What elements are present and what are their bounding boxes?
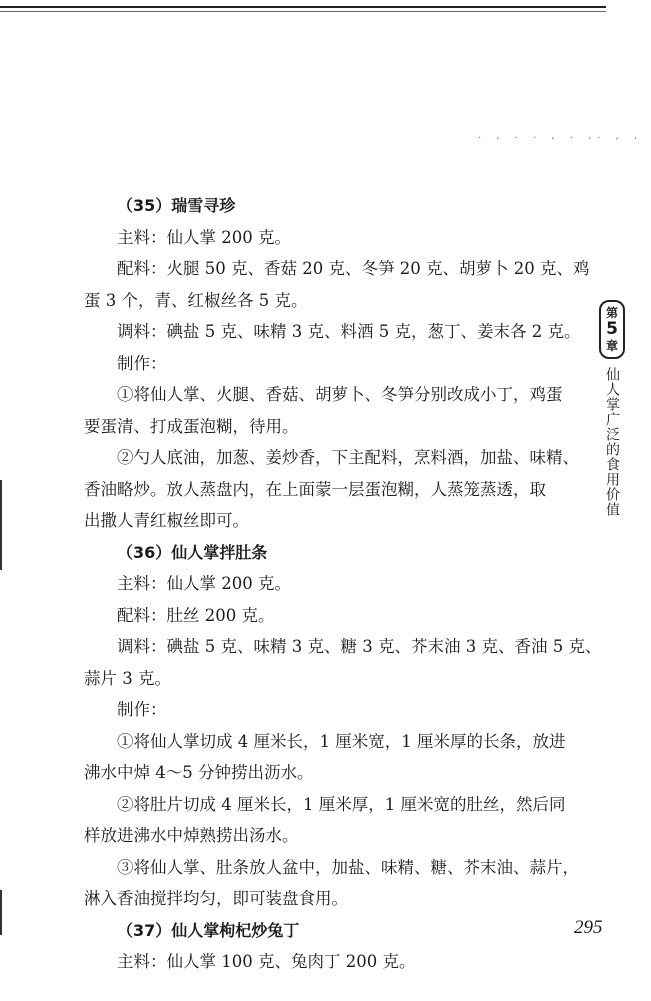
text-line: 蒜片 3 克。	[84, 668, 171, 688]
chapter-badge	[599, 300, 625, 359]
text-line: 蛋 3 个，青、红椒丝各 5 克。	[84, 290, 308, 310]
chapter-title: 仙人掌广泛的食用价值	[604, 367, 620, 517]
header-rule-thin	[0, 11, 606, 12]
chapter-number: 5	[606, 319, 618, 339]
text-line: ②勺人底油，加葱、姜炒香，下主配料，烹料酒，加盐、味精、	[117, 448, 579, 467]
text-line: 香油略炒。放人蒸盘内，在上面蒙一层蛋泡糊，人蒸笼蒸透，取	[84, 479, 546, 499]
recipe-heading: （35）瑞雪寻珍	[117, 196, 236, 215]
text-line: 样放进沸水中焯熟捞出汤水。	[84, 826, 299, 845]
text-line: 配料：火腿 50 克、香菇 20 克、冬笋 20 克、胡萝卜 20 克、鸡	[117, 259, 590, 278]
text-line: 调料：碘盐 5 克、味精 3 克、糖 3 克、芥末油 3 克、香油 5 克、	[117, 637, 602, 656]
recipe-heading: （36）仙人掌拌肚条	[117, 542, 268, 562]
chapter-badge-bottom: 章	[605, 339, 618, 353]
text-line: 制作：	[117, 353, 167, 373]
text-line: 制作：	[117, 700, 167, 719]
text-line: 主料：仙人掌 100 克、兔肉丁 200 克。	[117, 952, 416, 971]
page-number: 295	[574, 917, 603, 938]
chapter-badge-top: 第	[605, 306, 618, 320]
text-line: 主料：仙人掌 200 克。	[117, 227, 291, 247]
text-line: ①将仙人掌切成 4 厘米长，1 厘米宽，1 厘米厚的长条，放进	[117, 731, 566, 751]
recipe-heading: （37）仙人掌枸杞炒兔丁	[117, 920, 300, 940]
text-line: ①将仙人掌、火腿、香菇、胡萝卜、冬笋分别改成小丁，鸡蛋	[117, 385, 563, 404]
text-line: 调料：碘盐 5 克、味精 3 克、料酒 5 克，葱丁、姜末各 2 克。	[117, 322, 581, 341]
text-line: 淋入香油搅拌均匀，即可装盘食用。	[84, 889, 348, 908]
text-line: 沸水中焯 4～5 分钟捞出沥水。	[84, 763, 314, 782]
scan-noise: . , . . , . ,. , ,	[478, 130, 644, 141]
chapter-tab	[594, 300, 630, 517]
text-line: 配料：肚丝 200 克。	[117, 605, 275, 625]
text-line: 要蛋清、打成蛋泡糊，待用。	[84, 416, 299, 436]
text-line: ②将肚片切成 4 厘米长，1 厘米厚，1 厘米宽的肚丝，然后同	[117, 794, 566, 814]
header-rule	[0, 6, 606, 8]
binding-edge-mark	[0, 890, 2, 935]
text-line: 主料：仙人掌 200 克。	[117, 574, 291, 593]
text-line: ③将仙人掌、肚条放人盆中，加盐、味精、糖、芥末油、蒜片，	[117, 857, 579, 877]
text-line: 出撒人青红椒丝即可。	[84, 511, 249, 530]
binding-edge-mark	[0, 480, 2, 570]
